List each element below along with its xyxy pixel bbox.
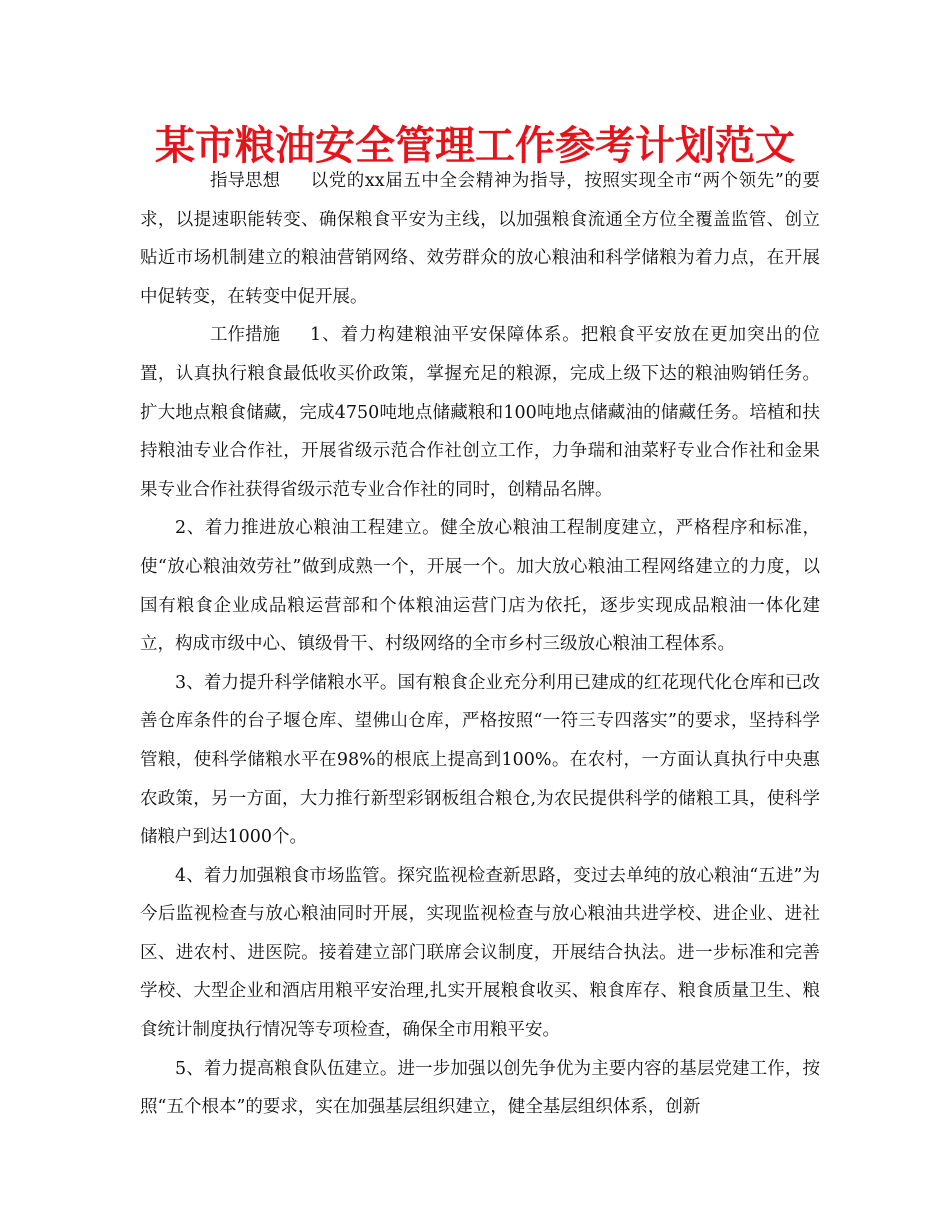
document-title: 某市粮油安全管理工作参考计划范文	[155, 123, 795, 169]
paragraph-work-measures	[140, 316, 820, 509]
paragraph-guiding-ideology	[140, 162, 820, 316]
paragraph-text: 4、着力加强粮食市场监管。探究监视检查新思路，变过去单纯的放心粮油“五进”为今后监视检查与放心粮油同时开展，实现监视检查与放心粮油共进学校、进企业、进社区、进农村、进医院。接着建立部门联席会议制度，开展结合执法。进一步标准和完善学校、大型企业和酒店用粮平安治理,扎实开展粮食收买、粮食库存、粮食质量卫生、粮食统计制度执行情况等专项检查，确保全市用粮平安。	[140, 865, 820, 1041]
paragraph-text: 3、着力提升科学储粮水平。国有粮食企业充分利用已建成的红花现代化仓库和已改善仓库条件的台子堰仓库、望佛山仓库，严格按照“一符三专四落实”的要求，坚持科学管粮，使科学储粮水平在98%的根底上提高到100%。在农村，一方面认真执行中央惠农政策，另一方面，大力推行新型彩钢板组合粮仓,为农民提供科学的储粮工具，使科学储粮户到达1000个。	[140, 672, 820, 848]
paragraph-item-2	[140, 509, 820, 663]
paragraph-label: 指导思想	[210, 171, 280, 191]
paragraph-item-3	[140, 664, 820, 857]
paragraph-text: 以党的xx届五中全会精神为指导，按照实现全市“两个领先”的要求，以提速职能转变、确保粮食平安为主线，以加强粮食流通全方位全覆盖监管、创立贴近市场机制建立的粮油营销网络、效劳群众的放心粮油和科学储粮为着力点，在开展中促转变，在转变中促开展。	[140, 171, 820, 307]
document-body	[140, 162, 820, 1127]
paragraph-text: 5、着力提高粮食队伍建立。进一步加强以创先争优为主要内容的基层党建工作，按照“五个根本”的要求，实在加强基层组织建立，健全基层组织体系，创新	[140, 1058, 820, 1118]
paragraph-text: 2、着力推进放心粮油工程建立。健全放心粮油工程制度建立，严格程序和标准，使“放心粮油效劳社”做到成熟一个，开展一个。加大放心粮油工程网络建立的力度，以国有粮食企业成品粮运营部和个体粮油运营门店为依托，逐步实现成品粮油一体化建立，构成市级中心、镇级骨干、村级网络的全市乡村三级放心粮油工程体系。	[140, 518, 820, 655]
paragraph-text: 1、着力构建粮油平安保障体系。把粮食平安放在更加突出的位置，认真执行粮食最低收买价政策，掌握充足的粮源，完成上级下达的粮油购销任务。扩大地点粮食储藏，完成4750吨地点储藏粮和100吨地点储藏油的储藏任务。培植和扶持粮油专业合作社，开展省级示范合作社创立工作，力争瑞和油菜籽专业合作社和金果果专业合作社获得省级示范专业合作社的同时，创精品名牌。	[140, 325, 820, 500]
paragraph-item-4	[140, 857, 820, 1050]
paragraph-label: 工作措施	[210, 325, 280, 346]
paragraph-item-5	[140, 1050, 820, 1127]
